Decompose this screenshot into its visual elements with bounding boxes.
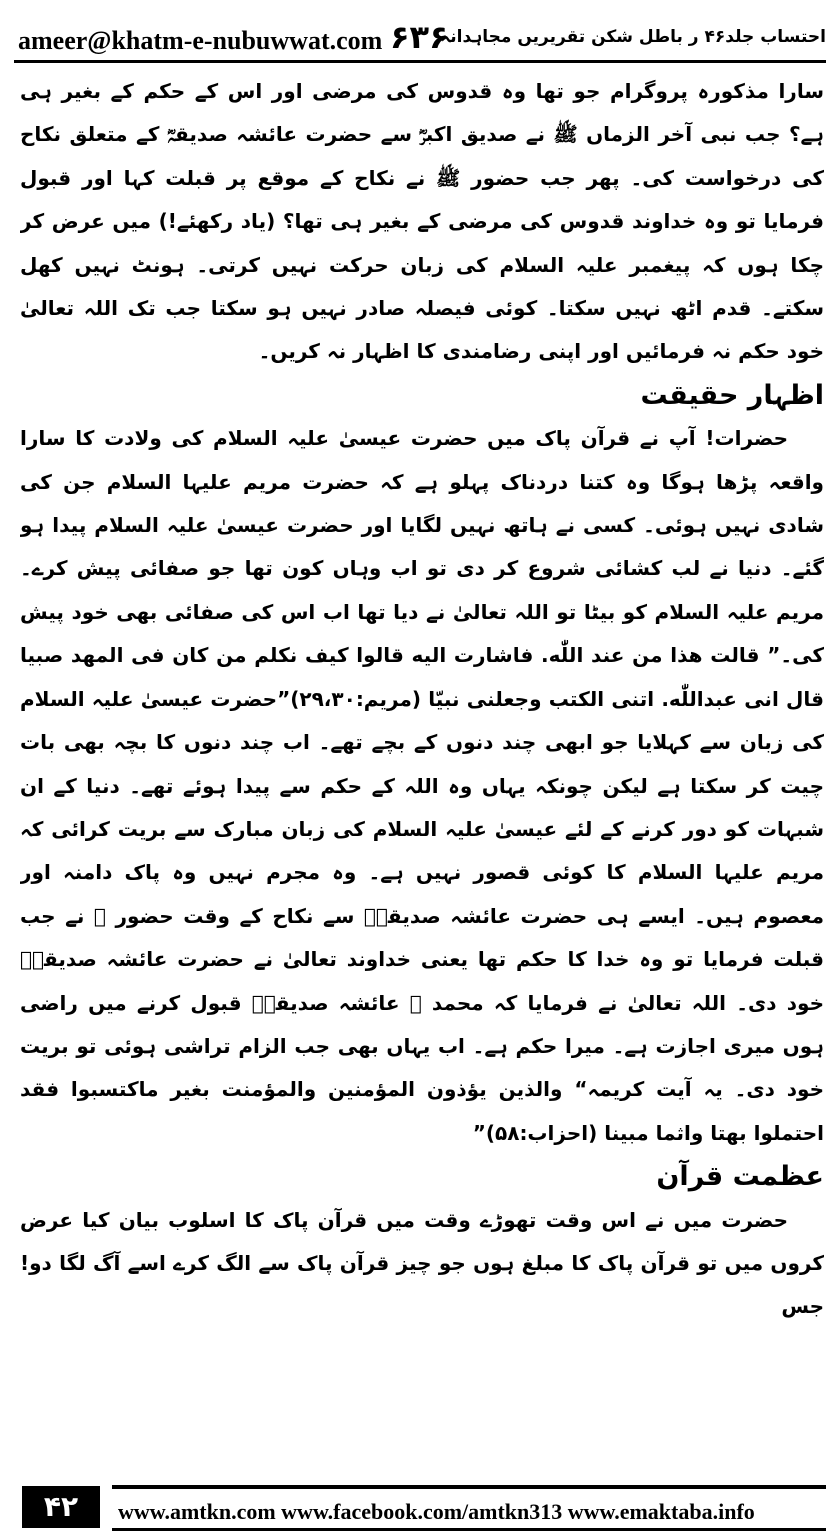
footer-rule (112, 1485, 826, 1489)
header-page-number: ۶۳۶ (390, 18, 449, 56)
paragraph-2 (20, 417, 824, 1155)
paragraph-4: حضرت میں نے اس وقت تھوڑے وقت میں قرآن پاک کا اسلوب بیان کیا عرض کروں میں تو قرآن پاک کا مبلغ ہوں جو چیز قرآن پاک سے الگ کرے اسے آگ لگا دو! جس (20, 1207, 824, 1319)
header-email: ameer@khatm-e-nubuwwat.com (18, 26, 383, 55)
page-body (20, 70, 824, 1465)
quran-ref-maryam: (مریم:۲۹،۳۰)” (277, 686, 421, 711)
heading-azmat-quran: عظمت قرآن (656, 1161, 824, 1193)
header-rule (14, 60, 826, 63)
header-book-title: احتساب جلد۴۶ ر باطل شکن تقریریں مجاہدانہ (440, 27, 826, 47)
paragraph-1: سارا مذکورہ پروگرام جو تھا وہ قدوس کی مرضی اور اس کے حکم کے بغیر ہی ہے؟ جب نبی آخر الزماں ﷺ نے صدیق اکبرؓ سے حضرت عائشہ صدیقہؓ کے متعلق نکاح کی درخواست کی۔ پھر جب حضور ﷺ نے نکاح کے موقع پر قبلت کہا اور قبول فرمایا تو وہ خداوند قدوس کی مرضی کے بغیر ہی تھا؟ (یاد رکھئے!) میں عرض کر چکا ہوں کہ پیغمبر علیہ السلام کی زبان حرکت نہیں کرتی۔ ہونٹ نہیں کھل سکتے۔ قدم اٹھ نہیں سکتا۔ کوئی فیصلہ صادر نہیں ہو سکتا جب تک اللہ تعالیٰ خود حکم نہ فرمائیں اور اپنی رضامندی کا اظہار نہ کریں۔ (20, 79, 824, 364)
quran-quote-ahzab: والذين يؤذون المؤمنين والمؤمنت بغير ماكتسبوا فقد احتملوا بهتا واثما مبينا (20, 1077, 824, 1145)
footer-page-number: ۴۲ (22, 1486, 100, 1528)
footer-rule-bottom (112, 1528, 826, 1531)
footer-websites: www.amtkn.com www.facebook.com/amtkn313 www.emaktaba.info (118, 1499, 755, 1524)
paragraph-2-continued: حضرت عیسیٰ علیہ السلام کی زبان سے کہلایا جو ابھی چند دنوں کے بچے تھے۔ اب چند دنوں کا بچہ بھی بات چیت کر سکتا ہے لیکن چونکہ یہاں وہ اللہ کے حکم سے پیدا ہوئے تھے۔ دنیا کے ان شبہات کو دور کرنے کے لئے عیسیٰ علیہ السلام کی زبان مبارک سے بریت کرائی کہ مریم علیہا السلام کا کوئی قصور نہیں ہے۔ وہ مجرم نہیں وہ پاک دامنہ اور معصوم ہیں۔ ایسے ہی حضرت عائشہ صدیقہؓ سے نکاح کے وقت حضور ﷺ نے جب قبلت فرمایا تو وہ خدا کا حکم تھا یعنی خداوند تعالیٰ نے حضرت عائشہ صدیقہؓ خود دی۔ اللہ تعالیٰ نے فرمایا کہ محمد ﷺ عائشہ صدیقہؓ قبول کرنے میں راضی ہوں میری اجازت ہے۔ میرا حکم ہے۔ اب یہاں بھی جب الزام تراشی ہوئی تو بریت خود دی۔ یہ آیت کریمہ“ (20, 686, 824, 1102)
page-header (18, 14, 826, 64)
quran-quote-maryam: قالت هذا من عند اللّٰه. فاشارت اليه قالوا كيف نكلم من كان فى المهد صبيا قال انى عبداللّٰه. اتنى الكتب وجعلنى نبيّا (20, 643, 824, 711)
paragraph-2-text: حضرات! آپ نے قرآن پاک میں حضرت عیسیٰ علیہ السلام کی ولادت کا سارا واقعہ پڑھا ہوگا وہ کتنا دردناک پہلو ہے کہ حضرت مریم علیہا السلام جن کی شادی نہیں ہوئی۔ کسی نے ہاتھ نہیں لگایا اور حضرت عیسیٰ علیہ السلام پیدا ہو گئے۔ دنیا نے لب کشائی شروع کر دی تو اب وہاں کون تھا جو صفائی پیش کرے۔ مریم علیہ السلام کو بیٹا تو اللہ تعالیٰ نے دیا تھا اب اس کی صفائی بھی خود پیش کی۔” (20, 426, 824, 668)
heading-izhar-haqiqat: اظہار حقیقت (640, 379, 824, 411)
quran-ref-ahzab: (احزاب:۵۸)” (472, 1120, 598, 1145)
